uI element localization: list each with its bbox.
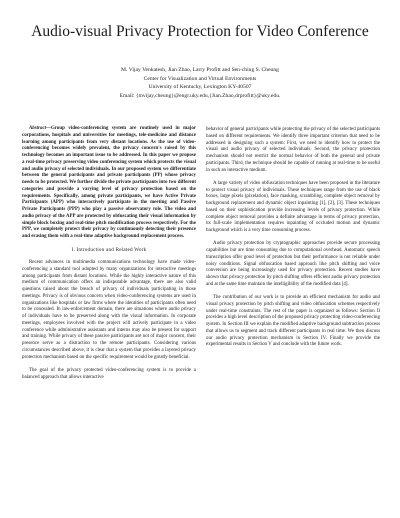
right-paragraph: The contribution of our work is to provide an efficient mechanism for audio and visual privacy protection by pitch shifting and video obfuscation schemes respectively under real-time constraints. The rest of the paper is organized as follows: Section II provides a high level description of the proposed privacy protecting video-conferencing system. In Section III we explain the modified adaptive background subtraction process that allows us to segment and track different participants in real time. We then discuss our audio privacy protection mechanism in Section IV. Finally we provide the experimental results in Section V and conclude with the future work. <box>206 295 380 348</box>
right-column <box>206 127 380 356</box>
author-center: Center for Visualization and Virtual Environments <box>143 75 257 82</box>
author-university: University of Kentucky, Lexington KY-40507 <box>148 84 252 91</box>
abstract-text: Group video-conferencing system are routinely used in major corporations, hospitals and universities for meetings, tele-medicine and distance learning among participants from very distant locations. As the use of video-conferencing becomes widely prevalent, the privacy concern's raised by this technology becomes an important issue to be addressed. In this paper we propose a real-time privacy preserving video conferencing system which protects the visual and audio privacy of selected individuals. In our proposed system we differentiate between the general participants and private participants (PP) whose privacy needs to be protected. We further divide the private participants into two different categories and provide a varying level of privacy protection based on the requirements. Specifically, among private participants, we have Active Private Participants (APP) who interactively participate in the meeting and Passive Private Participants (PPP) who play a passive observatory role. The video and audio privacy of the APP are protected by obfuscating their visual information by simple block boxing and real-time pitch modification process respectively. For the PPP, we completely protect their privacy by continuously detecting their presence and erasing them with a real-time adaptive background replacement process. <box>22 126 196 239</box>
right-paragraph: behavior of general participants while protecting the privacy of the selected participants based on different requirements. We identify three important criterion that need to be addressed in designing such a system: First, we need to identify how to protect the visual and audio privacy of selected individuals. Second, the privacy protection mechanism should not restrict the normal behavior of both the general and private participants. Third, the technique should be capable of running at real-time to be useful in such an interactive medium. <box>206 127 380 173</box>
section-heading-introduction: I. Introduction and Related Work <box>71 247 147 254</box>
right-paragraph: A large variety of video obfuscation techniques have been proposed in the literature to protect visual privacy of individuals. These techniques range from the use of black boxes, large pixels (pixelation), face masking, scrambling, complete object removal by background replacement and dynamic object inpainting [1], [2], [3]. These techniques based on their sophistication provide increasing levels of privacy protection. While complete object removal provides a definite advantage in terms of privacy protection, its full-scale implementation requires inpainting of occluded motion and dynamic background which is a very time consuming process. <box>206 180 380 233</box>
paper-title: Audio-visual Privacy Protection for Video Conference <box>31 23 369 40</box>
right-paragraph: Audio privacy protection by cryptographic approaches provide secure processing capabilities but are time consuming due to computational overhead. Automatic speech transcription offer good level of protection but their performance is not reliable under noisy conditions. Signal obfuscation based approach like pitch shifting and voice conversion are being increasingly used for privacy protection. Recent studies have shown that privacy protection by pitch shifting offers efficient audio privacy protection and at the same time maintain the intelligibility of the modified data [4]. <box>206 241 380 287</box>
abstract <box>22 126 196 241</box>
left-paragraph: The goal of the privacy protected video-conferencing system is to provide a balanced approach that allows interactive <box>22 367 196 380</box>
left-column <box>22 126 196 388</box>
author-block <box>20 66 380 100</box>
author-names: M. Vijay Venkatesh, Jian Zhao, Larry Profitt and Sen-ching S. Cheung <box>121 67 279 73</box>
abstract-label: Abstract— <box>29 126 51 131</box>
author-email: Email: {mvijay,cheung}@engr.uky.edu,{Jian.Zhao,drprofitt}@uky.edu. <box>119 92 281 99</box>
left-paragraph: Recent advances in multimedia communications technology have made video-conferencing a standard tool adopted by many organizations for interactive meetings among participants from distant locations. While the highly interactive nature of this medium of communication offers an indisputable advantage, there are also valid questions raised about the breach of privacy of individuals participating in those meetings. Privacy is of obvious concern when video-conferencing systems are used in organizations like hospitals or law firms where the identities of participants often need to be concealed. In law-enforcement domain, there are situations where audio privacy of individuals have to be preserved along with the visual information. In corporate meetings, employees involved with the project will actively participate in a video conference while administrative assistants and interns may also be present for support and training. While privacy of these passive participants are not of major concern, their presence serve as a distraction to the remote participants. Considering various circumstances described above, it is clear that a system that provides a layered privacy protection mechanism based on the specific requirement would be greatly beneficial. <box>22 260 196 360</box>
